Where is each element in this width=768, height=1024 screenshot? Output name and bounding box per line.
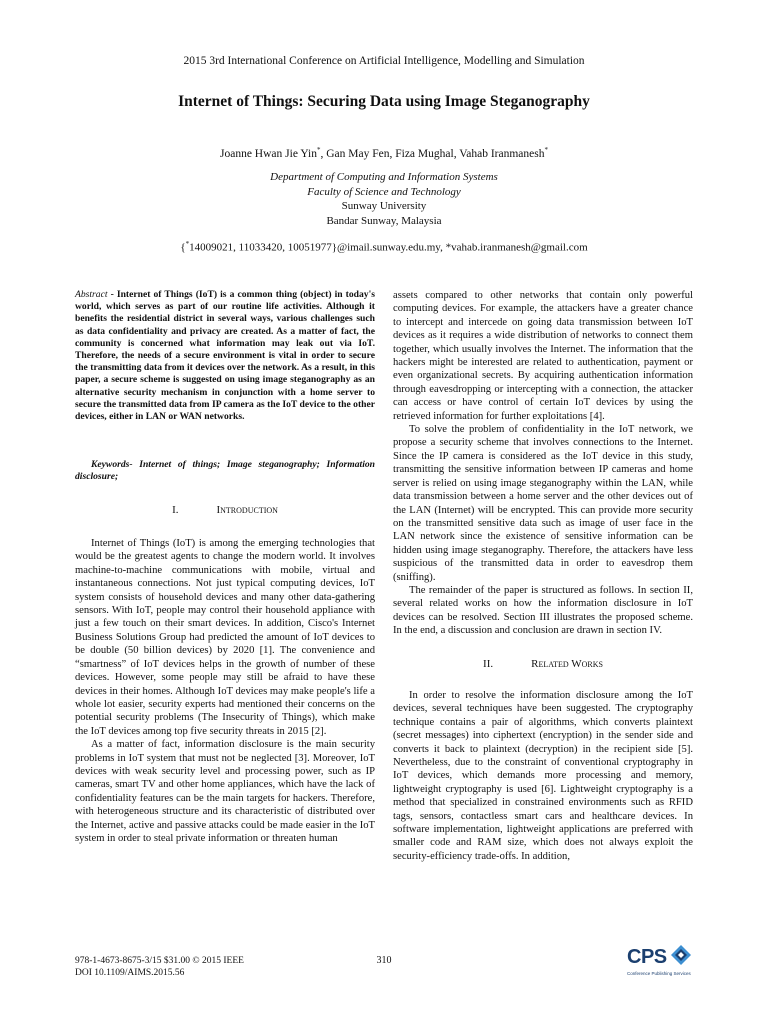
affiliation-university: Sunway University — [341, 200, 427, 212]
affiliation-faculty: Faculty of Science and Technology — [307, 185, 461, 198]
cps-diamond-icon — [671, 945, 691, 969]
intro-paragraph-4: To solve the problem of confidentiality in the IoT network, we propose a security scheme that involves connections to the Internet. Since the IP camera is considered as the IoT device in this study, transmitting the sensitive information between IP cameras and home server is relied on using image steganography within the LAN, while data transmission between a home server and the other devices out of the LAN (Internet) will be encrypted. This can provide more security on the transmitted sensitive data such as image of user face in the LAN network since the existence of sensitive information can be hidden using image steganography. Therefore, the attackers have less suspicious of the transmitted data in order to eavesdrop them (sniffing). — [393, 424, 693, 583]
author-mark: * — [317, 146, 321, 154]
emails-text: 14009021, 11033420, 10051977}@imail.sunway.edu.my, *vahab.iranmanesh@gmail.com — [189, 241, 588, 254]
cps-logo-subtitle: Conference Publishing Services — [627, 971, 691, 976]
footer-doi: DOI 10.1109/AIMS.2015.56 — [75, 968, 185, 978]
section-heading-introduction — [75, 504, 375, 517]
abstract-body: - Internet of Things (IoT) is a common thing (object) in today's world, which serves as part of our routine life activities. Although it benefits the residential district in several ways, various challenges such as data confidentiality and privacy are created. As a matter of fact, the community is concerned what information may leak out via IoT. Therefore, the needs of a secure environment is vital in order to secure the transmitting data from it devices over the network. As a result, in this paper, a secure scheme is suggested on using image steganography as an alternative security mechanism in conjunction with a home server to secure the transmitted data from IP camera as the IoT device to the other devices, either in LAN or WAN networks. — [75, 289, 375, 423]
affiliation — [0, 170, 768, 228]
abstract-lead: Abstract — [75, 289, 108, 300]
left-column — [75, 289, 375, 845]
cps-logo-text: CPS — [627, 946, 667, 968]
cps-logo — [627, 945, 695, 981]
author-emails — [0, 240, 768, 254]
section-title: Introduction — [216, 503, 278, 516]
footer-isbn: 978-1-4673-8675-3/15 $31.00 © 2015 IEEE — [75, 956, 244, 966]
author-mark-2: * — [544, 146, 548, 154]
section-number: I. — [172, 503, 179, 516]
intro-paragraph-5: The remainder of the paper is structured as follows. In section II, several related works on how the information disclosure in IoT devices can be resolved. Section III illustrates the proposed scheme. In the end, a discussion and conclusion are drawn in section IV. — [393, 584, 693, 637]
right-column — [393, 289, 693, 863]
abstract — [75, 289, 375, 423]
intro-paragraph-2: As a matter of fact, information disclosure is the main security problems in IoT system that must not be neglected [3]. Moreover, IoT devices with weak security level and processing power, such as IP cameras, smart TV and other home appliances, which have the lack of confidentiality features can be the main targets for hackers. Therefore, with heterogeneous structure and its characteristic of distributed over the Internet, active and passive attacks could be made easier in the IoT system in order to steal private information or threaten human — [75, 739, 375, 844]
keywords: Keywords- Internet of things; Image steganography; Information disclosure; — [75, 459, 375, 483]
intro-paragraph-1: Internet of Things (IoT) is among the emerging technologies that would be the greatest agents to change the modern world. It involves machine-to-machine communications with mobile, virtual and instantaneous connections. Not just typical computing devices, IoT system consists of household devices and many other data-gathering sensors. With IoT, people may control their household appliance with just a few touch on their smart devices. In addition, Cisco's Internet Business Solutions Group had predicted the amount of IoT devices to be double (50 billion devices) by 2020 [1]. The convenience and “smartness” of IoT devices helps in the growth of number of these devices. However, some people may still be afraid to have these devices in their homes. Although IoT devices may make people's life a whole lot easier, security experts had mentioned their concerns on the potential security problems (The Insecurity of Things), which make the IoT devices among top five security threats in 2015 [2]. — [75, 538, 375, 737]
section-title-2: Related Works — [531, 657, 603, 670]
authors-line — [0, 146, 768, 160]
section-heading-related-works — [393, 658, 693, 671]
conference-header: 2015 3rd International Conference on Artificial Intelligence, Modelling and Simulation — [183, 55, 585, 67]
section-number-2: II. — [483, 657, 494, 670]
page-number: 310 — [376, 955, 392, 966]
intro-paragraph-3: assets compared to other networks that contain only powerful computing devices. For example, the attackers have a greater chance to intercept and intercede on going data transmission between IoT devices as it requires a wide distribution of networks to connect them together, which usually involves the Internet. The information that the hackers might be interested are related to authentication, payment or even organizational secrets. By acquiring authentication information through eavesdropping or intercepting with a connection, the attacker can access or have control of certain IoT devices by using the retrieved information for further exploitations [4]. — [393, 290, 693, 422]
author-first: Joanne Hwan Jie Yin — [220, 147, 317, 160]
affiliation-department: Department of Computing and Information Systems — [270, 171, 498, 183]
paper-title: Internet of Things: Securing Data using Image Steganography — [178, 93, 590, 110]
related-paragraph-1: In order to resolve the information disclosure among the IoT devices, several techniques have been suggested. The cryptography technique contains a pair of algorithms, which converts plaintext (secret messages) into ciphertext (encryption) in the sender side and converts it back to plaintext (decryption) in the recipient side [5]. Nevertheless, due to the constraint of conventional cryptography in IoT devices, which demands more processing and memory, lightweight cryptography is used [6]. Lightweight cryptography is a method that specialized in constrained environments such as RFID tags, sensors, contactless smart cars and healthcare devices. In software implementation, lightweight applications are preferred with smaller code and RAM size, which does not always exploit the security-efficiency trade-offs. In addition, — [393, 689, 693, 862]
emails-brace: { — [180, 241, 186, 254]
authors-rest: , Gan May Fen, Fiza Mughal, Vahab Iranmanesh — [320, 147, 545, 160]
emails-mark: * — [185, 240, 190, 248]
affiliation-location: Bandar Sunway, Malaysia — [326, 214, 442, 227]
